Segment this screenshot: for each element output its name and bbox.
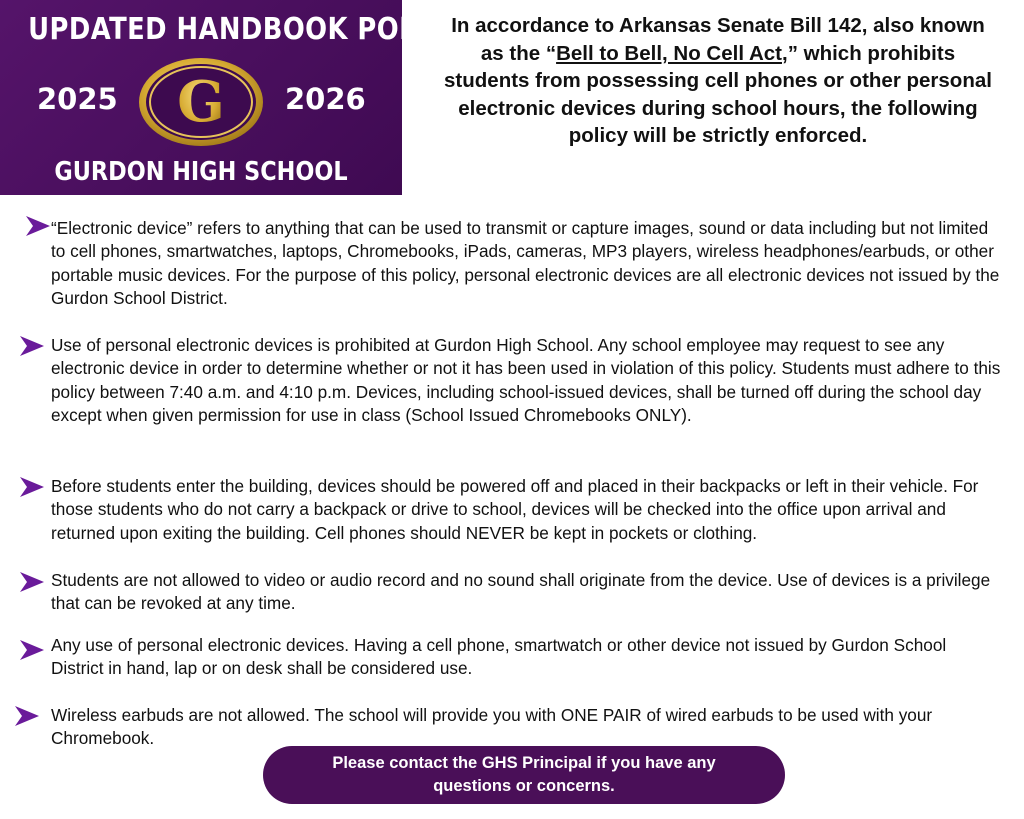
banner-school-name: GURDON HIGH SCHOOL <box>54 157 348 187</box>
intro-after: ,” which prohibits students from possessing cell phones or other personal electronic devices during school hours, the following policy will be strictly enforced. <box>444 41 992 147</box>
rule-text: Wireless earbuds are not allowed. The school will provide you with ONE PAIR of wired earbuds to be used with your Chromebook. <box>51 705 933 749</box>
intro-before: In accordance to Arkansas Senate Bill 142, also known as the “ <box>451 14 985 65</box>
arrow-bullet-icon <box>20 477 44 497</box>
arrow-bullet-icon <box>15 706 39 726</box>
year-start: 2025 <box>37 82 118 116</box>
arrow-bullet-icon <box>20 572 44 592</box>
handbook-banner <box>0 0 465 195</box>
logo-letter: G <box>177 69 225 135</box>
arrow-bullet-icon <box>26 216 50 236</box>
rule-text: “Electronic device” refers to anything that can be used to transmit or capture images, sound or data including but not limited to cell phones, smartwatches, laptops, Chromebooks, iPads, cameras, MP3 players, wireless headphones/earbuds, or other portable music devices. For the purpose of this policy, personal electronic devices are all electronic devices not issued by the Gurdon School District. <box>51 218 1000 309</box>
rule-text: Before students enter the building, devices should be powered off and placed in their backpacks or left in their vehicle. For those students who do not carry a backpack or drive to school, devices will be checked into the office upon arrival and returned upon exiting the building. Cell phones should NEVER be kept in pockets or clothing. <box>51 476 979 543</box>
contact-text: Please contact the GHS Principal if you have any questions or concerns. <box>332 754 716 795</box>
arrow-bullet-icon <box>20 640 44 660</box>
rule-text: Any use of personal electronic devices. Having a cell phone, smartwatch or other device not issued by Gurdon School District in hand, lap or on desk shall be considered use. <box>51 635 947 679</box>
banner-title: UPDATED HANDBOOK POLICY <box>28 12 465 47</box>
rule-text: Students are not allowed to video or audio record and no sound shall originate from the device. Use of devices is a privilege that can be revoked at any time. <box>51 570 991 614</box>
arrow-bullet-icon <box>20 336 44 356</box>
intro-statement <box>440 12 996 150</box>
rule-text: Use of personal electronic devices is prohibited at Gurdon High School. Any school employee may request to see any electronic device in order to determine whether or not it has been used in violation of this policy. Students must adhere to this policy between 7:40 a.m. and 4:10 p.m. Devices, including school-issued devices, shall be turned off during the school day except when given permission for use in class (School Issued Chromebooks ONLY). <box>51 335 1001 426</box>
contact-principal-banner <box>263 746 785 804</box>
school-logo-icon <box>137 56 265 148</box>
year-end: 2026 <box>285 82 366 116</box>
act-name: Bell to Bell, No Cell Act <box>556 41 782 65</box>
